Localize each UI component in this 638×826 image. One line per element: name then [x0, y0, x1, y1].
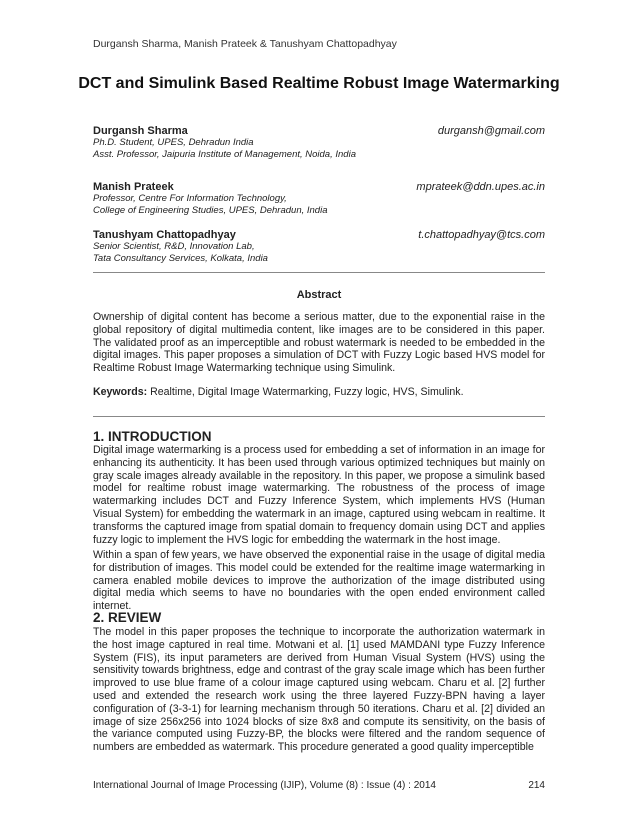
abstract-heading: Abstract — [296, 289, 342, 301]
paper-title: DCT and Simulink Based Realtime Robust Image Watermarking — [78, 75, 560, 92]
section-heading: 2. REVIEW — [93, 610, 162, 625]
page-number: 214 — [528, 780, 545, 791]
author-affiliation-line: College of Engineering Studies, UPES, Dehradun, India — [93, 205, 328, 216]
author-email[interactable]: durgansh@gmail.com — [437, 125, 545, 137]
keywords-text: Realtime, Digital Image Watermarking, Fuzzy logic, HVS, Simulink. — [147, 386, 464, 398]
section-paragraph: The model in this paper proposes the technique to incorporate the authorization watermark in the host image captured in real time. Motwani et al. [1] used MAMDANI type Fuzzy Inference System (FIS), its input parameters are derived from Human Visual System (HVS) using the sensitivity towards brightness, edge and contrast of the gray scale image which has been further improved to use blue frame of a colour image captured using webcam. Charu et al. [2] further used and extended the research work using the three layered Fuzzy-BPN having a layer configuration of (3-3-1) for learning mechanism through 50 iterations. Charu et al. [2] divided an image of size 256x256 into 1024 blocks of size 8x8 and compute its sensitivity, on the basis of the variance computed using Fuzzy-BP, the blocks were filtered and the random sequence of numbers are embedded as watermark. This procedure generated a good quality imperceptible — [93, 626, 545, 754]
author-email[interactable]: mprateek@ddn.upes.ac.in — [416, 181, 545, 193]
keywords-line — [93, 386, 545, 398]
author-affiliation-line: Ph.D. Student, UPES, Dehradun India — [93, 137, 254, 148]
author-block — [93, 229, 545, 265]
footer-journal: International Journal of Image Processing (IJIP), Volume (8) : Issue (4) : 2014 — [93, 780, 436, 791]
section-paragraph: Digital image watermarking is a process used for embedding a set of information in an image for enhancing its authenticity. It has been used through various optimized techniques but mainly on gray scale images already available in the repository. In this paper, we propose a simulink based model for realtime robust image watermarking. The robustness of the process of image watermarking includes DCT and Fuzzy Inference System, which implements HVS (Human Visual System) for embedding the watermark in an image, captured using webcam in realtime. It transforms the captured image from spatial domain to frequency domain using DCT and applies fuzzy logic to implement the HVS logic for embedding the watermark in the host image. — [93, 444, 545, 546]
divider — [93, 272, 545, 273]
author-block — [93, 125, 545, 161]
author-affiliation-line: Asst. Professor, Jaipuria Institute of Management, Noida, India — [93, 149, 356, 160]
divider — [93, 416, 545, 417]
author-affiliation-line: Tata Consultancy Services, Kolkata, India — [93, 253, 268, 264]
author-affiliation-line: Senior Scientist, R&D, Innovation Lab, — [93, 241, 255, 252]
author-block — [93, 181, 545, 217]
section-paragraph: Within a span of few years, we have observed the exponential raise in the usage of digital media for distribution of images. This model could be extended for the realtime image watermarking in camera enabled mobile devices to improve the authorization of the image distributed using digital media which seems to have no boundaries with the open ended environment called internet. — [93, 549, 545, 613]
author-affiliation-line: Professor, Centre For Information Technology, — [93, 193, 287, 204]
keywords-label: Keywords: — [93, 386, 148, 398]
author-name: Manish Prateek — [93, 181, 174, 193]
abstract-text: Ownership of digital content has become a serious matter, due to the exponential raise in the global repository of digital multimedia content, like images are to be considered in this paper. The validated proof as an imperceptible and robust watermark is needed to be embedded in the digital images. This paper proposes a simulation of DCT with Fuzzy Logic based HVS model for Realtime Robust Image Watermarking technique using Simulink. — [93, 311, 545, 375]
section-heading: 1. INTRODUCTION — [93, 429, 212, 444]
running-head: Durgansh Sharma, Manish Prateek & Tanushyam Chattopadhyay — [93, 38, 397, 50]
author-email[interactable]: t.chattopadhyay@tcs.com — [418, 229, 545, 241]
author-name: Tanushyam Chattopadhyay — [93, 229, 236, 241]
author-name: Durgansh Sharma — [93, 125, 188, 137]
